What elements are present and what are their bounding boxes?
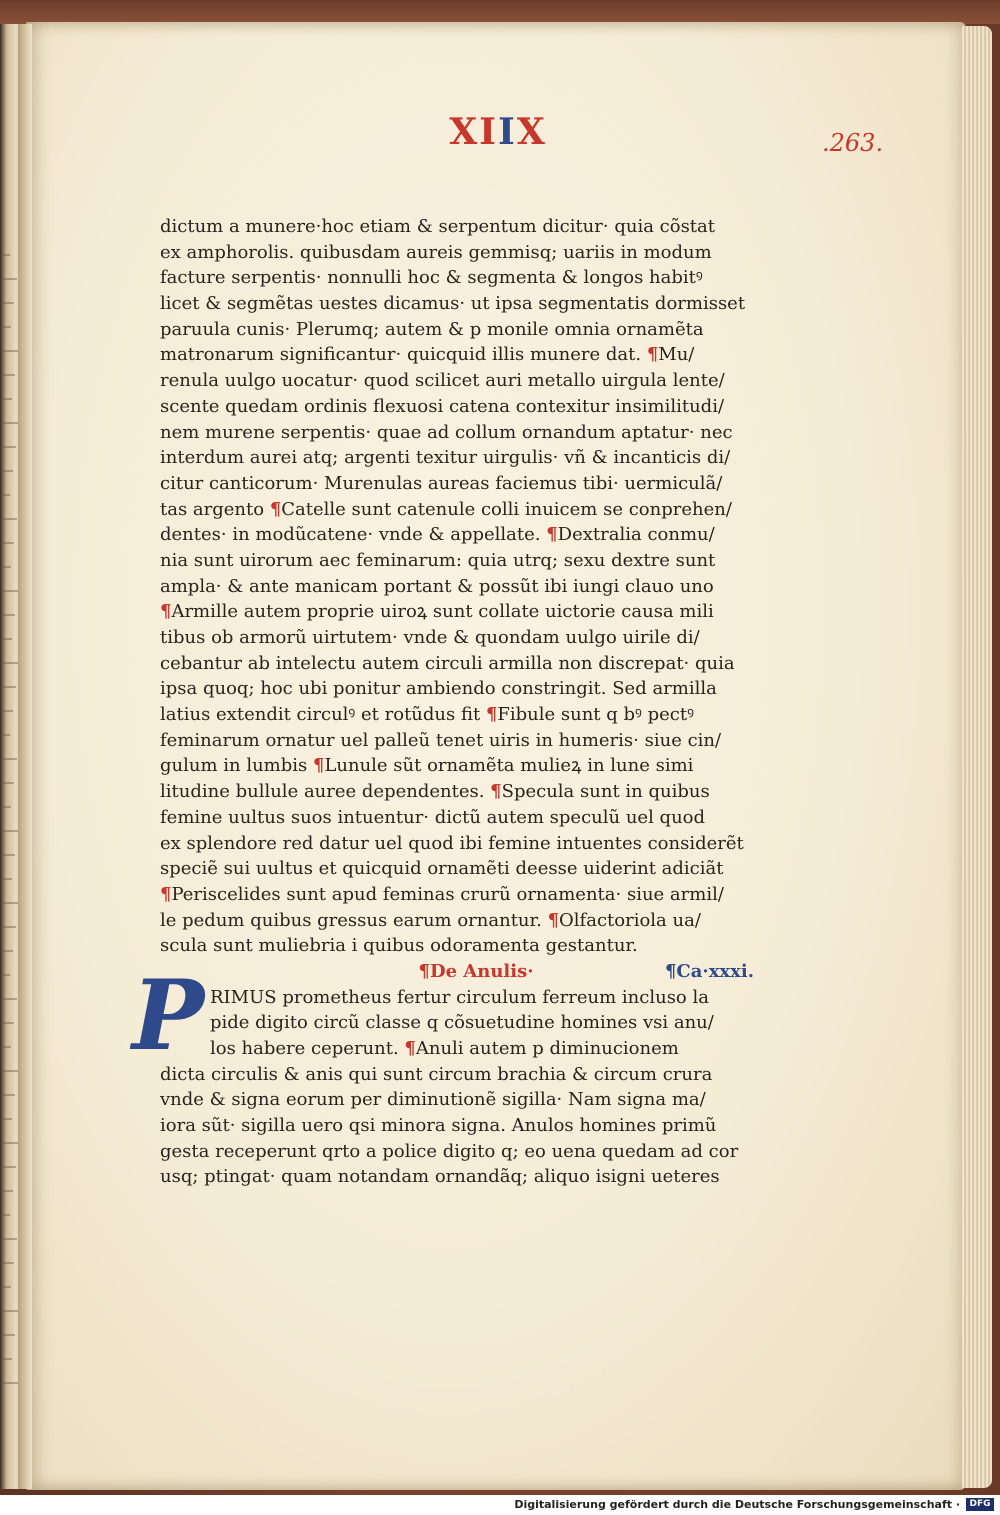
bleed-through-mark (2, 422, 19, 424)
headline-right: X (516, 111, 547, 153)
chapter-number: ¶Ca·xxxi. (664, 960, 754, 982)
bleed-through-mark (2, 566, 11, 568)
bleed-through-mark (2, 974, 10, 976)
bleed-through-mark (2, 1046, 11, 1048)
rubric-pilcrow: ¶ (485, 704, 498, 726)
running-headline (438, 112, 558, 152)
bleed-through-mark (2, 878, 12, 880)
bleed-through-mark (2, 638, 12, 640)
bleed-through-mark (2, 350, 18, 352)
bleed-through-mark (2, 374, 15, 376)
bleed-through-mark (2, 1382, 19, 1384)
bleed-through-mark (2, 518, 17, 520)
rubric-pilcrow: ¶ (490, 781, 502, 803)
text-line: ¶Armille autem proprie uiroꝝ sunt collate uictorie causa mili (160, 601, 714, 623)
bleed-through-mark (2, 494, 10, 496)
text-line: ex amphorolis. quibusdam aureis gemmisq; uariis in modum (160, 241, 712, 263)
decorated-initial: P (132, 959, 205, 1072)
bleed-through-mark (2, 734, 10, 736)
bleed-through-mark (2, 254, 10, 256)
text-line: speciẽ sui uultus et quicquid ornamẽti deesse uiderint adiciãt (160, 858, 724, 880)
bleed-through-mark (2, 446, 16, 448)
text-line: dictum a munere·hoc etiam & serpentum dicitur· quia cõstat (160, 216, 716, 237)
dfg-logo: DFG (966, 1498, 994, 1511)
bleed-through-mark (2, 686, 16, 688)
bleed-through-mark (2, 1334, 15, 1336)
text-line: renula uulgo uocatur· quod scilicet auri metallo uirgula lente/ (160, 370, 725, 392)
text-line: matronarum significantur· quicquid illis munere dat. ¶Mu/ (160, 344, 695, 366)
bleed-through-mark (2, 1166, 16, 1168)
text-line: litudine bullule auree dependentes. ¶Specula sunt in quibus (160, 781, 710, 803)
chapter-line: los habere ceperunt. ¶Anuli autem p diminucionem (210, 1038, 679, 1059)
text-line: latius extendit circulꝰ et rotũdus fit ¶Fibule sunt q bꝰ pectꝰ (160, 704, 694, 726)
bleed-through-mark (2, 614, 15, 616)
text-line: cebantur ab intelectu autem circuli armilla non discrepat· quia (160, 652, 735, 674)
chapter-line: dicta circulis & anis qui sunt circum brachia & circum crura (160, 1063, 713, 1085)
text-line: tas argento ¶Catelle sunt catenule colli inuicem se conprehen/ (160, 498, 732, 520)
bleed-through-mark (2, 302, 14, 304)
bleed-through-mark (2, 1214, 10, 1216)
chapter-line: iora sũt· sigilla uero qsi minora signa. Anulos homines primũ (160, 1115, 717, 1137)
bleed-through-mark (2, 1190, 13, 1192)
chapter-title: ¶De Anulis· (418, 960, 534, 982)
rubric-pilcrow: ¶ (547, 909, 560, 931)
bleed-through-mark (2, 1118, 12, 1120)
text-line: gulum in lumbis ¶Lunule sũt ornamẽta mulieꝝ in lune simi (160, 755, 694, 777)
bleed-through-mark (2, 758, 17, 760)
bleed-through-mark (2, 710, 13, 712)
chapter-line: pide digito circũ classe q cõsuetudine homines vsi anu/ (210, 1012, 714, 1034)
chapter-line: usq; ptingat· quam notandam ornandãq; aliquo isigni ueteres (160, 1166, 720, 1188)
text-line: paruula cunis· Plerumq; autem & p monile omnia ornamẽta (160, 318, 704, 340)
text-line: nem murene serpentis· quae ad collum ornandum aptatur· nec (160, 421, 733, 443)
rubric-pilcrow: ¶ (269, 498, 282, 520)
bleed-through-mark (2, 1262, 14, 1264)
bleed-through-mark (2, 470, 13, 472)
bleed-through-mark (2, 926, 16, 928)
text-line: tibus ob armorũ uirtutem· vnde & quondam uulgo uirile di/ (160, 627, 700, 648)
rubric-pilcrow: ¶ (404, 1038, 416, 1059)
text-line: nia sunt uirorum aec feminarum: quia utrq; sexu dextre sunt (160, 549, 716, 571)
bleed-through-mark (2, 1070, 18, 1072)
rubric-pilcrow: ¶ (160, 883, 172, 905)
bleed-through-mark (2, 398, 12, 400)
chapter-line: gesta receperunt qrto a police digito q; eo uena quedam ad cor (160, 1140, 739, 1162)
bleed-through-mark (2, 1286, 11, 1288)
bleed-through-mark (2, 902, 19, 904)
text-line: femine uultus suos intuentur· dictũ autem speculũ uel quod (160, 806, 706, 828)
bleed-through-mark (2, 1022, 14, 1024)
bleed-through-mark (2, 830, 18, 832)
bleed-through-mark (2, 1358, 12, 1360)
text-line: citur canticorum· Murenulas aureas faciemus tibi· uermiculã/ (160, 472, 723, 494)
bleed-through-mark (2, 1094, 15, 1096)
bleed-through-mark (2, 950, 13, 952)
chapter-heading (160, 959, 760, 985)
text-line: scula sunt muliebria i quibus odoramenta gestantur. (160, 935, 638, 957)
text-line: ex splendore red datur uel quod ibi femine intuentes considerẽt (160, 832, 744, 854)
text-line: scente quedam ordinis flexuosi catena contexitur insimilitudi/ (160, 395, 725, 417)
rubric-pilcrow: ¶ (312, 755, 325, 777)
bleed-through-mark (2, 1142, 19, 1144)
rubric-pilcrow: ¶ (646, 344, 659, 366)
bleed-through-mark (2, 542, 14, 544)
bleed-through-mark (2, 998, 17, 1000)
body-text (160, 214, 760, 1190)
headline-mid: I (498, 111, 517, 153)
cover-top-edge (0, 0, 1000, 24)
text-line: facture serpentis· nonnulli hoc & segmenta & longos habitꝰ (160, 267, 703, 289)
text-line: ipsa quoq; hoc ubi ponitur ambiendo constringit. Sed armilla (160, 678, 717, 700)
text-line: interdum aurei atq; argenti texitur uirgulis· vñ & incanticis di/ (160, 447, 731, 469)
text-line: ¶Periscelides sunt apud feminas crurũ ornamenta· siue armil/ (160, 883, 724, 905)
text-line: dentes· in modũcatene· vnde & appellate. ¶Dextralia conmu/ (160, 524, 715, 546)
rubric-pilcrow: ¶ (546, 524, 558, 546)
page-gutter (18, 24, 32, 1489)
page-stack-edges (962, 26, 992, 1488)
footer-caption: Digitalisierung gefördert durch die Deutsche Forschungsgemeinschaft · (514, 1498, 960, 1511)
bleed-through-mark (2, 326, 11, 328)
bleed-through-mark (2, 1238, 17, 1240)
bleed-through-mark (2, 782, 14, 784)
headline-left: XI (449, 111, 498, 153)
bleed-through-mark (2, 590, 18, 592)
bleed-through-mark (2, 1310, 18, 1312)
bleed-through-mark (2, 854, 15, 856)
rubric-pilcrow: ¶ (160, 601, 172, 623)
text-line: le pedum quibus gressus earum ornantur. ¶Olfactoriola ua/ (160, 909, 701, 931)
bleed-through-mark (2, 278, 17, 280)
chapter-line: RIMUS prometheus fertur circulum ferreum incluso la (210, 986, 709, 1008)
chapter-line: vnde & signa eorum per diminutionẽ sigilla· Nam signa ma/ (160, 1089, 706, 1111)
text-line: ampla· & ante manicam portant & possũt ibi iungi clauo uno (160, 575, 714, 597)
footer-bar (0, 1495, 1000, 1515)
folio-number: .263. (822, 129, 884, 157)
text-line: feminarum ornatur uel palleũ tenet uiris in humeris· siue cin/ (160, 729, 722, 751)
bleed-through-mark (2, 662, 19, 664)
text-line: licet & segmẽtas uestes dicamus· ut ipsa segmentatis dormisset (160, 293, 746, 315)
bleed-through-mark (2, 806, 11, 808)
